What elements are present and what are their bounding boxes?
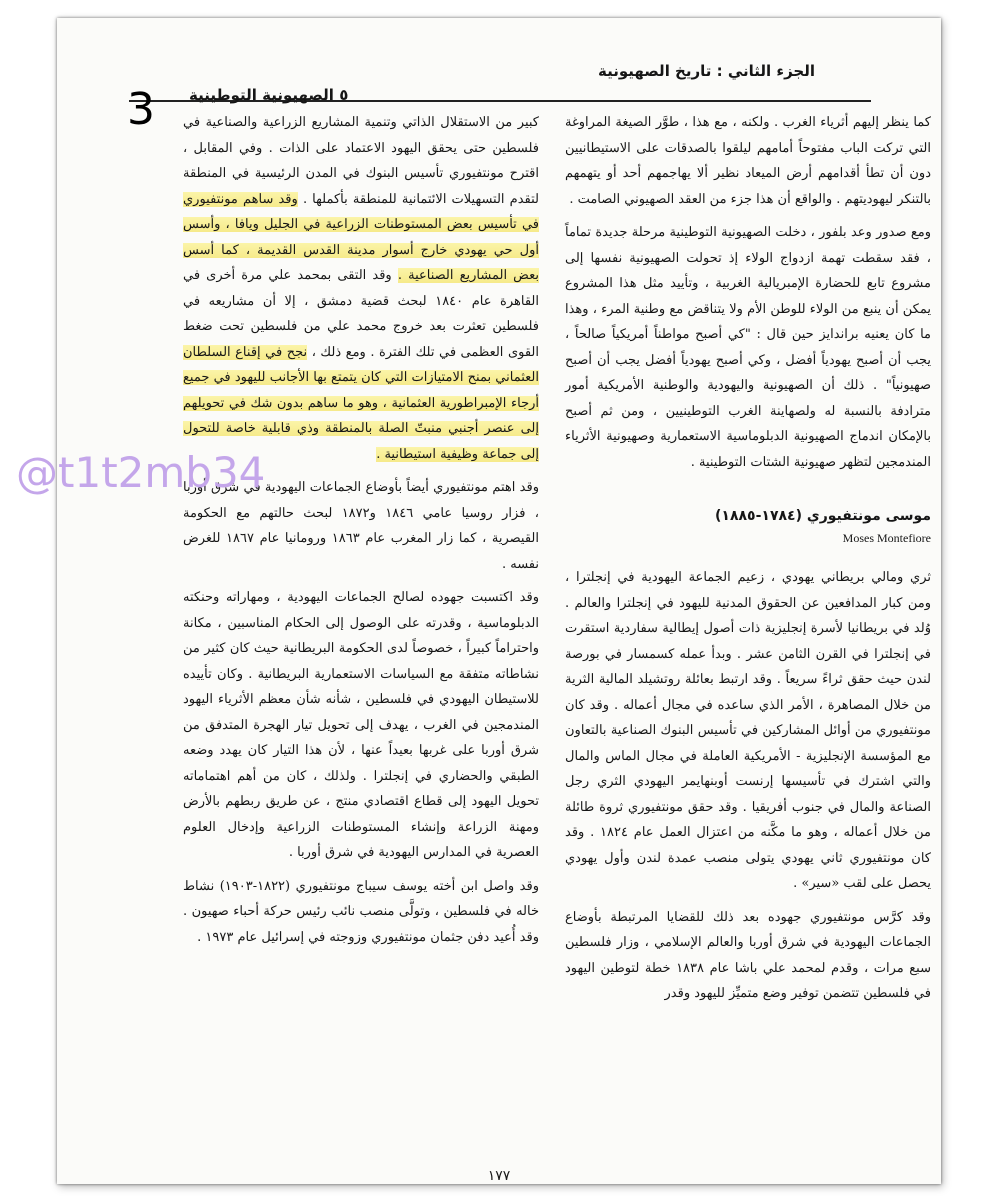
- left-column: [183, 110, 539, 950]
- highlighted-text: نجح في إقناع السلطان العثماني بمنح الامتيازات التي كان يتمتع بها الأجانب لليهود في جميع أرجاء الإمبراطورية العثمانية ، وهو ما ساهم بدون شك في تحويلهم إلى عنصر أجنبي منبتّ الصلة بالمنطقة وذي قابلية خاصة للتحول إلى جماعة وظيفية استيطانية .: [183, 344, 539, 462]
- paragraph: وقد كرَّس مونتفيوري جهوده بعد ذلك للقضايا المرتبطة بأوضاع الجماعات اليهودية في شرق أوربا والعالم الإسلامي ، وزار فلسطين سبع مرات ، وقدم لمحمد علي باشا عام ١٨٣٨ خطة لتوطين اليهود في فلسطين تتضمن توفير وضع متميِّز لليهود وقدر: [565, 909, 931, 1001]
- text-run: وقد التقى بمحمد علي مرة أخرى في القاهرة عام ١٨٤٠ لبحث قضية دمشق ، إلا أن مشاريعه في فلسطين تعثرت بعد خروج محمد علي من فلسطين تحت ضغط القوى العظمى في تلك الفترة . ومع ذلك ،: [183, 268, 539, 360]
- paragraph: وقد اهتم مونتفيوري أيضاً بأوضاع الجماعات اليهودية في شرق أوربا ، فزار روسيا عامي ١٨٤٦ و١٨٧٢ لبحث حالتهم مع الحكومة القيصرية ، كما زار المغرب عام ١٨٦٣ ورومانيا عام ١٨٦٧ للغرض نفسه .: [183, 480, 539, 572]
- paragraph: ومع صدور وعد بلفور ، دخلت الصهيونية التوطينية مرحلة جديدة تماماً ، فقد سقطت تهمة ازدواج الولاء إذ تحولت الصهيونية نفسها إلى مشروع تابع للحضارة الإمبريالية الغربية ، وتأييد مثل هذا المشروع يمكن أن ينبع من الولاء للوطن الأم ولا يتناقض مع وطنية المرء ، وهذا ما كان يعنيه براندايز حين قال : "كي أصبح مواطناً أمريكياً صالحاً ، يجب أن أصبح يهودياً أفضل ، وكي أصبح يهودياً أفضل يجب أن أصبح صهيونياً" . ذلك أن الصهيونية واليهودية والوطنية الأمريكية أمور مترادفة بالنسبة له ولصهاينة الغرب التوطينيين ، ومن ثم أصبح بالإمكان اندماج الصهيونية الدبلوماسية الاستعمارية وصهيونية الأثرياء المندمجين لتظهر صهيونية الشتات التوطينية .: [565, 225, 931, 470]
- highlighted-text: وقد ساهم مونتفيوري في تأسيس بعض المستوطنات الزراعية في الجليل ويافا ، وأسس أول حي يهودي خارج أسوار مدينة القدس القديمة ، كما أسس بعض المشاريع الصناعية .: [183, 191, 539, 283]
- paragraph: [183, 110, 539, 467]
- page-number: ١٧٧: [487, 1168, 511, 1184]
- right-column: [565, 110, 931, 1007]
- running-title: الجزء الثاني : تاريخ الصهيونية: [598, 62, 815, 80]
- book-page: [57, 18, 941, 1184]
- paragraph: كما ينظر إليهم أثرياء الغرب . ولكنه ، مع هذا ، طوَّر الصيغة المراوغة التي تركت الباب مفتوحاً أمامهم ليلقوا بالصدقات على الاستيطانيين دون أن تطأ أقدامهم أرض الميعاد نظير ألا يهاجمهم أحد أو يتهمهم بالتنكر ليهوديتهم . والواقع أن هذا جزء من العقد الصهيوني الصامت .: [565, 115, 931, 207]
- page-marker: 3: [127, 84, 155, 135]
- watermark-handle: @t1t2mb34: [16, 448, 266, 497]
- section-running-title: ٥ الصهيونية التوطينية: [189, 86, 349, 104]
- section-heading: موسى مونتفيوري (١٧٨٤-١٨٨٥): [715, 508, 931, 524]
- paragraph: ثري ومالي بريطاني يهودي ، زعيم الجماعة اليهودية في إنجلترا ، ومن كبار المدافعين عن الحقوق المدنية لليهود في إنجلترا والعالم . وُلد في بريطانيا لأسرة إنجليزية ذات أصول إيطالية سفاردية استقرت في إنجلترا في القرن الثامن عشر . وبدأ عمله كسمسار في بورصة لندن حيث حقق ثراءً سريعاً . وقد ارتبط بعائلة روتشيلد المالية الثرية من خلال المصاهرة ، الأمر الذي ساعده في مجال أعماله . وقد كان مونتفيوري من أوائل المشاركين في تأسيس البنوك الصناعية بالتعاون مع المؤسسة الإنجليزية - الأمريكية العاملة في مجال الماس والمال والتي اشترك في تأسيسها إرنست أوبنهايمر اليهودي الثري رجل الصناعة والمال في جنوب أفريقيا . وقد حقق مونتفيوري ثروة طائلة من خلال أعماله ، وهو ما مكَّنه من اعتزال العمل عام ١٨٢٤ . وقد كان مونتفيوري ثاني يهودي يتولى منصب عمدة لندن وأول يهودي يحصل على لقب «سير» .: [565, 570, 931, 891]
- paragraph: وقد واصل ابن أخته يوسف سيباج مونتفيوري (١٨٢٢-١٩٠٣) نشاط خاله في فلسطين ، وتولَّى منصب نائب رئيس حركة أحباء صهيون . وقد أُعيد دفن جثمان مونتفيوري وزوجته في إسرائيل عام ١٩٧٣ .: [183, 878, 539, 945]
- text-run: كبير من الاستقلال الذاتي وتنمية المشاريع الزراعية والصناعية في فلسطين حتى يحقق اليهود الاعتماد على الذات . وفي المقابل ، اقترح مونتفيوري تأسيس البنوك في المدن الرئيسية في المنطقة لتقدم التسهيلات الائتمانية للمنطقة بأكملها .: [183, 115, 539, 207]
- paragraph: وقد اكتسبت جهوده لصالح الجماعات اليهودية ، ومهاراته وحنكته الدبلوماسية ، وقدرته على الوصول إلى الحكام المناسبين ، مكانة واحتراماً كبيراً ، خصوصاً لدى الحكومة البريطانية حيث كان كثير من نشاطاته متفقة مع السياسات الاستعمارية البريطانية . وكان تأييده للاستيطان اليهودي في فلسطين ، شأنه شأن معظم الأثرياء اليهود المندمجين في الغرب ، يهدف إلى تحويل تيار الهجرة المتدفق من شرق أوربا على غربها بعيداً عنها ، لأن هذا التيار كان يهدد وضعه الطبقي والحضاري في إنجلترا . ولذلك ، كان من أهم اهتماماته تحويل اليهود إلى قطاع اقتصادي منتج ، عن طريق ربطهم بالأرض ومهنة الزراعة وإنشاء المستوطنات الزراعية وإدخال العلوم العصرية في المدارس اليهودية في شرق أوربا .: [183, 590, 539, 860]
- section-heading-english: Moses Montefiore: [842, 531, 931, 545]
